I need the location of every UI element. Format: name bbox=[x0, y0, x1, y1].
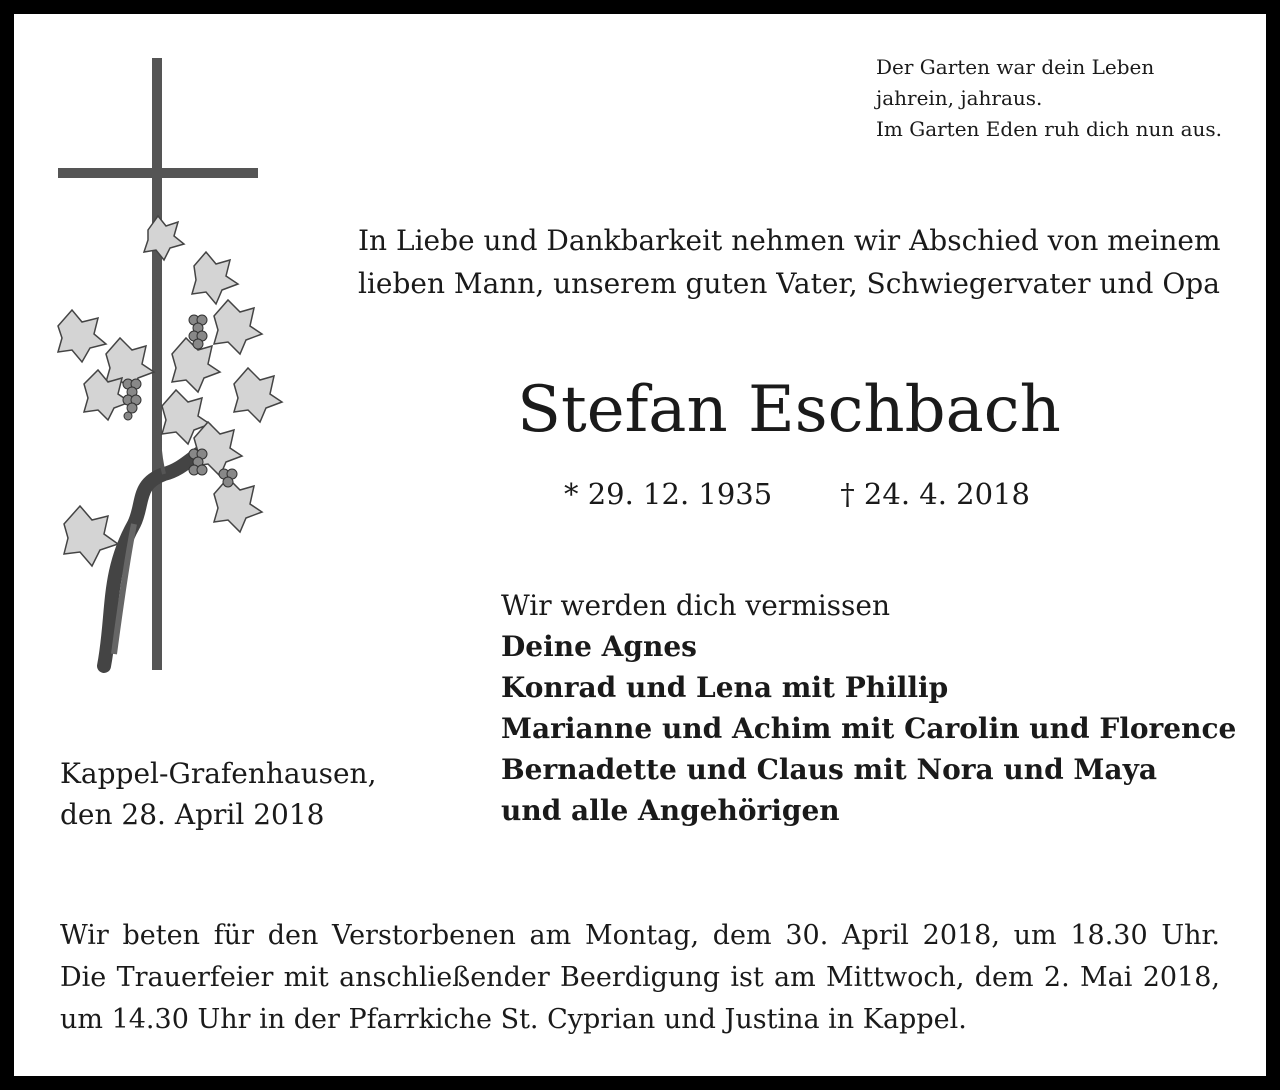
intro-line: In Liebe und Dankbarkeit nehmen wir Abschied von meinem bbox=[358, 224, 1221, 257]
service-line: um 14.30 Uhr in der Pfarrkiche St. Cyprian und Justina in Kappel. bbox=[60, 1004, 967, 1035]
notice-card bbox=[14, 14, 1266, 1076]
birth-date: * 29. 12. 1935 bbox=[564, 477, 773, 511]
life-dates bbox=[564, 474, 1030, 514]
death-date: † 24. 4. 2018 bbox=[840, 477, 1030, 511]
mourner-entry: Marianne und Achim mit Carolin und Florence bbox=[501, 712, 1237, 745]
service-line: Die Trauerfeier mit anschließender Beerdigung ist am Mittwoch, dem 2. Mai 2018, bbox=[60, 962, 1220, 993]
mourners-lead: Wir werden dich vermissen bbox=[501, 589, 890, 622]
mourner-entry: und alle Angehörigen bbox=[501, 794, 840, 827]
mourner-entry: Deine Agnes bbox=[501, 630, 697, 663]
place-city: Kappel-Grafenhausen, bbox=[60, 757, 377, 790]
service-line: Wir beten für den Verstorbenen am Montag, dem 30. April 2018, um 18.30 Uhr. bbox=[60, 920, 1220, 951]
cross-with-grapevine-icon bbox=[44, 54, 284, 694]
mourners-list bbox=[501, 585, 1236, 831]
poem-line: Im Garten Eden ruh dich nun aus. bbox=[876, 117, 1223, 141]
place-and-date bbox=[60, 753, 377, 835]
deceased-name: Stefan Eschbach bbox=[517, 373, 1061, 447]
memorial-poem bbox=[876, 52, 1222, 145]
intro-line: lieben Mann, unserem guten Vater, Schwiegervater und Opa bbox=[358, 267, 1220, 300]
farewell-intro bbox=[358, 219, 1221, 305]
poem-line: jahrein, jahraus. bbox=[876, 86, 1043, 110]
mourner-entry: Bernadette und Claus mit Nora und Maya bbox=[501, 753, 1157, 786]
poem-line: Der Garten war dein Leben bbox=[876, 55, 1155, 79]
service-details bbox=[60, 915, 1220, 1041]
mourner-entry: Konrad und Lena mit Phillip bbox=[501, 671, 949, 704]
notice-date: den 28. April 2018 bbox=[60, 798, 325, 831]
